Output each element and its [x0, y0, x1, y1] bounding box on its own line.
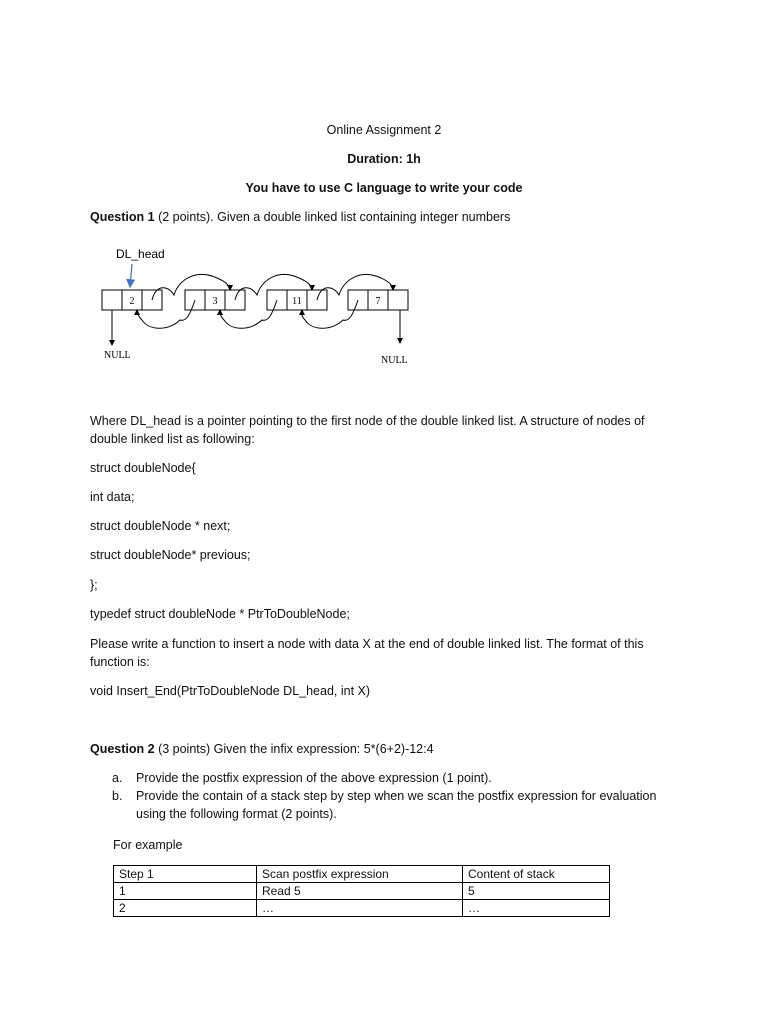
question2-heading: [90, 742, 434, 756]
code-line: struct doubleNode * next;: [90, 519, 231, 533]
node-value: 11: [292, 296, 302, 307]
list-item: [112, 787, 672, 823]
question2-list: [112, 769, 672, 823]
node-value: 3: [212, 296, 218, 307]
linked-list-diagram: [90, 240, 430, 375]
assignment-title: Online Assignment 2: [326, 123, 442, 137]
question1-heading: [90, 210, 510, 224]
code-line: };: [90, 578, 98, 592]
table-cell: Content of stack: [463, 866, 610, 883]
list-node: [267, 290, 327, 310]
list-item-text: Provide the contain of a stack step by step when we scan the postfix expression for evaluation using the following format (2 points).: [136, 789, 657, 821]
dl-head-label: DL_head: [116, 247, 165, 261]
duration-line: Duration: 1h: [347, 152, 421, 166]
table-row: [114, 866, 610, 883]
list-marker: a.: [112, 771, 123, 785]
table-cell: …: [257, 900, 463, 917]
code-line: int data;: [90, 490, 135, 504]
table-cell: Scan postfix expression: [257, 866, 463, 883]
question2-label: Question 2: [90, 742, 155, 756]
table-row: [114, 900, 610, 917]
table-cell: …: [463, 900, 610, 917]
table-cell: Read 5: [257, 883, 463, 900]
code-line: struct doubleNode{: [90, 461, 196, 475]
example-label: For example: [113, 838, 183, 852]
list-node: [348, 290, 408, 310]
table-cell: 2: [114, 900, 257, 917]
table-cell: 1: [114, 883, 257, 900]
question1-text: (2 points). Given a double linked list containing integer numbers: [154, 210, 511, 224]
table-cell: 5: [463, 883, 610, 900]
stack-steps-table: [113, 865, 610, 917]
language-note: You have to use C language to write your code: [245, 181, 523, 195]
list-node: [185, 290, 245, 310]
list-marker: b.: [112, 789, 123, 803]
table-cell: Step 1: [114, 866, 257, 883]
null-right-label: NULL: [381, 355, 408, 366]
next-pointer-arrows: [152, 274, 393, 300]
question1-label: Question 1: [90, 210, 155, 224]
previous-pointer-arrows: [137, 300, 358, 328]
list-node: [102, 290, 162, 310]
list-item: [112, 769, 672, 787]
node-value: 7: [375, 296, 381, 307]
question1-description: Where DL_head is a pointer pointing to the first node of the double linked list. A structure of nodes of double linked list as following:: [90, 414, 645, 446]
function-signature: void Insert_End(PtrToDoubleNode DL_head, int X): [90, 684, 371, 698]
dl-head-arrow: [130, 264, 132, 287]
question2-text: (3 points) Given the infix expression: 5*(6+2)-12:4: [154, 742, 434, 756]
code-line: typedef struct doubleNode * PtrToDoubleNode;: [90, 607, 350, 621]
table-row: [114, 883, 610, 900]
code-line: struct doubleNode* previous;: [90, 548, 251, 562]
node-value: 2: [129, 296, 135, 307]
list-item-text: Provide the postfix expression of the above expression (1 point).: [136, 771, 492, 785]
question1-task: Please write a function to insert a node with data X at the end of double linked list. The format of this function is:: [90, 637, 644, 669]
null-left-label: NULL: [104, 350, 131, 361]
